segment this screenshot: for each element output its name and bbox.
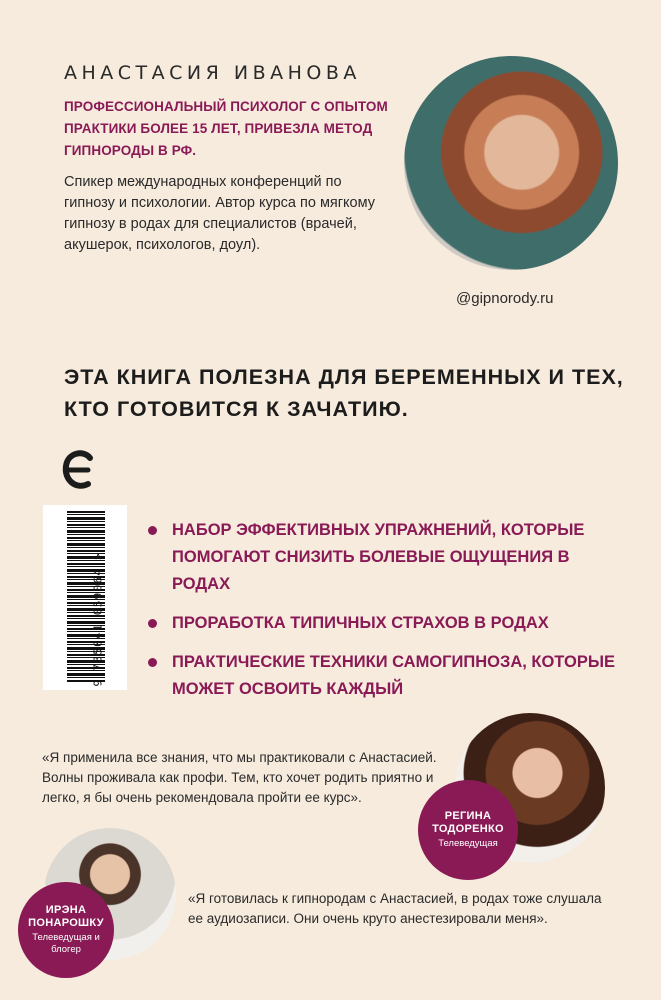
author-bio: Спикер международных конференций по гипнозу и психологии. Автор курса по мягкому гипнозу в родах для специалистов (врачей, акушерок, психологов, доул). bbox=[64, 174, 376, 253]
testimonial-badge bbox=[18, 882, 114, 978]
testimonial-name: ИРЭНА ПОНАРОШКУ bbox=[28, 904, 104, 929]
author-photo bbox=[404, 56, 618, 270]
testimonial-role: Телеведущая bbox=[438, 838, 498, 849]
bullet-dot-icon bbox=[148, 526, 157, 535]
list-item-text: ПРАКТИЧЕСКИЕ ТЕХНИКИ САМОГИПНОЗА, КОТОРЫЕ МОЖЕТ ОСВОИТЬ КАЖДЫЙ bbox=[172, 653, 615, 698]
book-headline: ЭТА КНИГА ПОЛЕЗНА ДЛЯ БЕРЕМЕННЫХ И ТЕХ, КТО ГОТОВИТСЯ К ЗАЧАТИЮ. bbox=[64, 365, 624, 421]
barcode-digits: 9 785041 059064 > bbox=[91, 551, 105, 687]
testimonial-badge bbox=[418, 780, 518, 880]
list-item-text: ПРОРАБОТКА ТИПИЧНЫХ СТРАХОВ В РОДАХ bbox=[172, 614, 549, 632]
list-item bbox=[148, 610, 628, 637]
barcode bbox=[43, 505, 127, 690]
author-title: ПРОФЕССИОНАЛЬНЫЙ ПСИХОЛОГ С ОПЫТОМ ПРАКТИКИ БОЛЕЕ 15 ЛЕТ, ПРИВЕЗЛА МЕТОД ГИПНОРОДЫ В РФ. bbox=[64, 99, 388, 158]
list-item-text: НАБОР ЭФФЕКТИВНЫХ УПРАЖНЕНИЙ, КОТОРЫЕ ПОМОГАЮТ СНИЗИТЬ БОЛЕВЫЕ ОЩУЩЕНИЯ В РОДАХ bbox=[172, 521, 585, 593]
list-item bbox=[148, 649, 628, 703]
publisher-logo-icon bbox=[60, 448, 98, 494]
testimonial-quote: «Я готовилась к гипнородам с Анастасией, в родах тоже слушала ее аудиозаписи. Они очень круто анестезировали меня». bbox=[188, 891, 602, 926]
list-item bbox=[148, 517, 628, 598]
bullet-dot-icon bbox=[148, 658, 157, 667]
benefits-list bbox=[148, 517, 628, 715]
author-handle: @gipnorody.ru bbox=[456, 290, 554, 307]
testimonial-role: Телеведущая и блогер bbox=[32, 932, 100, 955]
testimonial-quote: «Я применила все знания, что мы практиковали с Анастасией. Волны проживала как профи. Тем, кто хочет родить приятно и легко, я бы очень рекомендовала пройти ее курс». bbox=[42, 750, 437, 805]
author-name: АНАСТАСИЯ ИВАНОВА bbox=[64, 62, 361, 84]
testimonial-name: РЕГИНА ТОДОРЕНКО bbox=[432, 810, 504, 835]
bullet-dot-icon bbox=[148, 619, 157, 628]
